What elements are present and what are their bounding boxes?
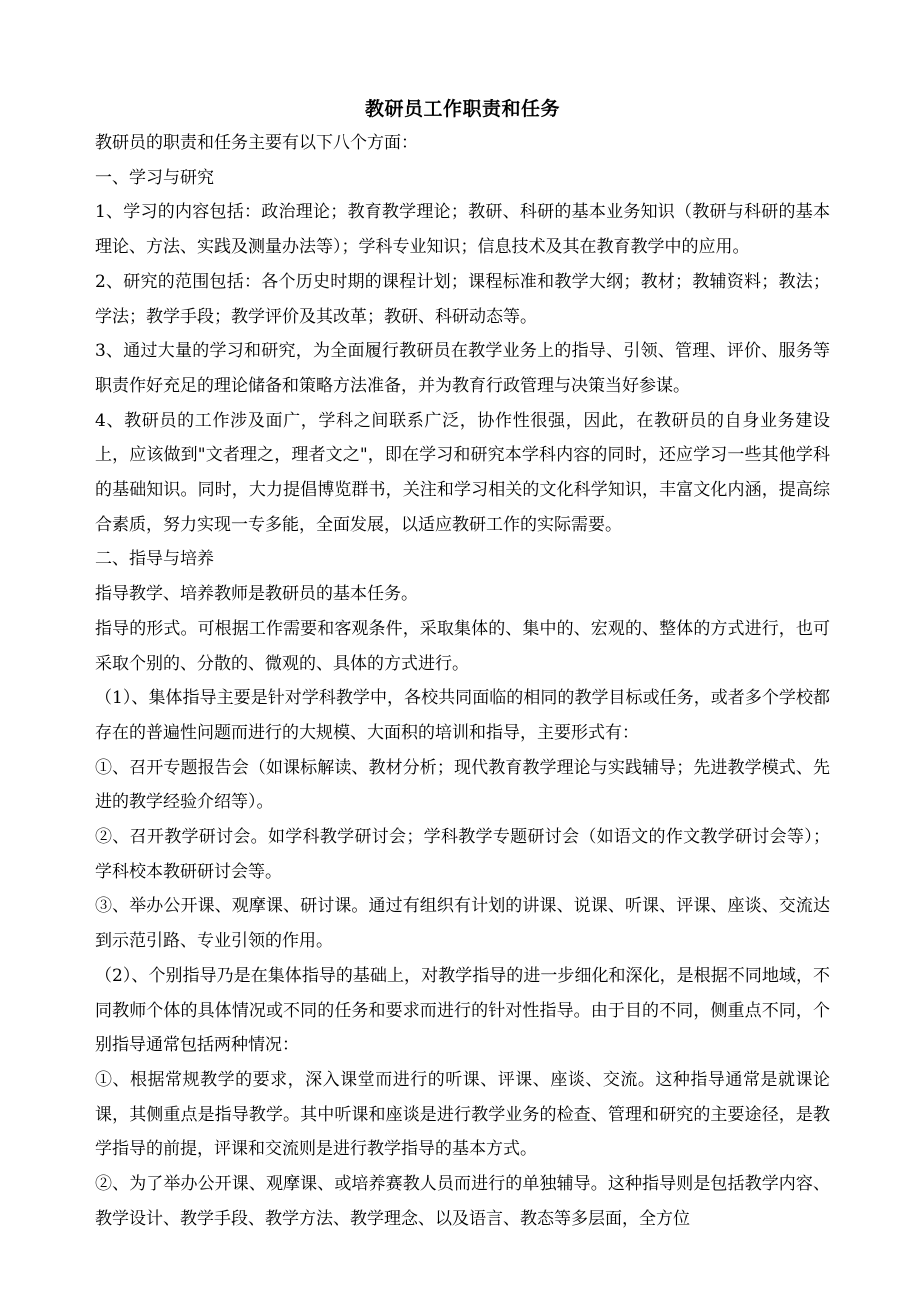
paragraph-guidance-forms: 指导的形式。可根据工作需要和客观条件，采取集体的、集中的、宏观的、整体的方式进行，也可采取个别的、分散的、微观的、具体的方式进行。 bbox=[95, 618, 830, 674]
paragraph-study-content: 1、学习的内容包括：政治理论；教育教学理论；教研、科研的基本业务知识（教研与科研的基本理论、方法、实践及测量办法等）；学科专业知识；信息技术及其在教育教学中的应用。 bbox=[95, 202, 830, 258]
list-item-special-coaching: ②、为了举办公开课、观摩课、或培养赛教人员而进行的单独辅导。这种指导则是包括教学内容、教学设计、教学手段、教学方法、教学理念、以及语言、教态等多层面，全方位 bbox=[95, 1174, 830, 1229]
document-title: 教研员工作职责和任务 bbox=[364, 98, 560, 120]
paragraph-collective-guidance: （1）、集体指导主要是针对学科教学中，各校共同面临的相同的教学目标或任务，或者多个学校都存在的普遍性问题而进行的大规模、大面积的培训和指导，主要形式有： bbox=[95, 688, 830, 743]
intro-paragraph: 教研员的职责和任务主要有以下八个方面： bbox=[95, 133, 418, 153]
paragraph-self-development: 4、教研员的工作涉及面广，学科之间联系广泛，协作性很强，因此，在教研员的自身业务建设上，应该做到"文者理之，理者文之"，即在学习和研究本学科内容的同时，还应学习一些其他学科的基础知识。同时，大力提倡博览群书，关注和学习相关的文化科学知识，丰富文化内涵，提高综合素质，努力实现一专多能，全面发展，以适应教研工作的实际需要。 bbox=[95, 410, 830, 535]
paragraph-individual-guidance: （2）、个别指导乃是在集体指导的基础上，对教学指导的进一步细化和深化，是根据不同地域，不同教师个体的具体情况或不同的任务和要求而进行的针对性指导。由于目的不同，侧重点不同，个别指导通常包括两种情况： bbox=[95, 965, 830, 1056]
list-item-routine-teaching: ①、根据常规教学的要求，深入课堂而进行的听课、评课、座谈、交流。这种指导通常是就课论课，其侧重点是指导教学。其中听课和座谈是进行教学业务的检查、管理和研究的主要途径，是教学指导的前提，评课和交流则是进行教学指导的基本方式。 bbox=[95, 1069, 830, 1160]
list-item-seminar: ②、召开教学研讨会。如学科教学研讨会；学科教学专题研讨会（如语文的作文教学研讨会等）；学科校本教研研讨会等。 bbox=[95, 827, 830, 882]
section-heading-guidance: 二、指导与培养 bbox=[95, 549, 214, 570]
section-heading-study: 一、学习与研究 bbox=[95, 167, 214, 188]
paragraph-basic-task: 指导教学、培养教师是教研员的基本任务。 bbox=[95, 584, 418, 605]
list-item-open-class: ③、举办公开课、观摩课、研讨课。通过有组织有计划的讲课、说课、听课、评课、座谈、交流达到示范引路、专业引领的作用。 bbox=[95, 896, 830, 952]
list-item-report-meeting: ①、召开专题报告会（如课标解读、教材分析；现代教育教学理论与实践辅导；先进教学模式、先进的教学经验介绍等）。 bbox=[95, 757, 830, 813]
document-page bbox=[95, 96, 830, 1237]
paragraph-research-scope: 2、研究的范围包括：各个历史时期的课程计划；课程标准和教学大纲；教材；教辅资料；教法；学法；教学手段；教学评价及其改革；教研、科研动态等。 bbox=[95, 271, 830, 327]
paragraph-research-purpose: 3、通过大量的学习和研究，为全面履行教研员在教学业务上的指导、引领、管理、评价、服务等职责作好充足的理论储备和策略方法准备，并为教育行政管理与决策当好参谋。 bbox=[95, 341, 830, 396]
